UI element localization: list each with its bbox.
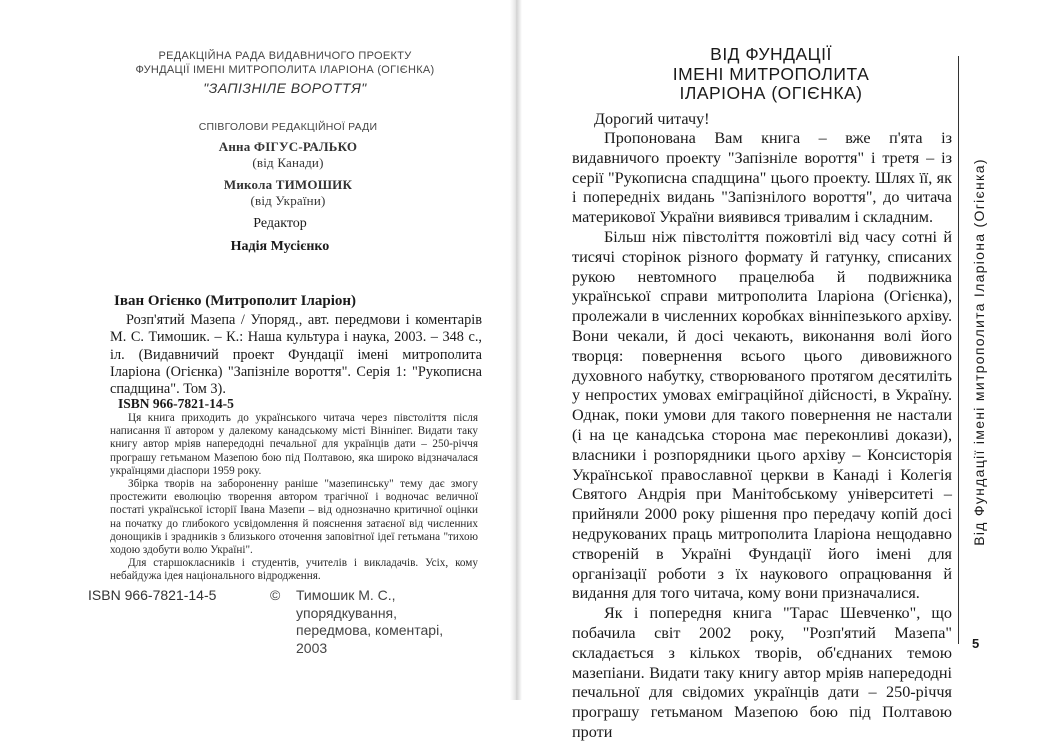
- co-heads-label: СПІВГОЛОВИ РЕДАКЦІЙНОЇ РАДИ: [198, 121, 378, 133]
- copyright-block: [270, 587, 470, 657]
- foreword-heading: [660, 45, 882, 104]
- annotation-paragraph-2: Збірка творів на забороненну раніше "мазепинську" тему дає змогу простежити еволюцію творення автором трагічної і водночас величної постаті української історії Івана Мазепи – від однозначно критичної оцінки на початку до глибокого усвідомлення й пояснення затаєної від численних донощиків і зрадників з близького оточення заповітної ідеї гетьмана "тихою ходою здобути волю Україні".: [110, 478, 478, 557]
- greeting: Дорогий читачу!: [594, 110, 710, 128]
- foreword-body: [572, 129, 952, 743]
- heading-line-1: ВІД ФУНДАЦІЇ: [710, 44, 832, 64]
- annotation-paragraph-1: Ця книга приходить до українського читача через півстоліття після написання її автором у далекому канадському місті Вінніпег. Видати таку книгу автор мріяв напередодні печальної для українців дати – 250-річчя програшу гетьманом Мазепою бою під Полтавою, яка широко відзначалася українцями діаспори 1959 року.: [110, 412, 478, 477]
- isbn-bottom: ISBN 966-7821-14-5: [88, 587, 217, 603]
- page-number: 5: [972, 636, 980, 651]
- co-head-2-name: Микола ТИМОШИК: [223, 177, 353, 192]
- editorial-board-line-2: ФУНДАЦІЇ ІМЕНІ МИТРОПОЛИТА ІЛАРІОНА (ОГІЄНКА): [135, 64, 435, 76]
- copyright-symbol: ©: [270, 587, 281, 603]
- co-head-1-country: (від Канади): [252, 155, 324, 170]
- co-head-1-name: Анна ФІГУС-РАЛЬКО: [218, 139, 358, 154]
- foreword-paragraph-3: Як і попередня книга "Тарас Шевченко", що побачила світ 2002 року, "Розп'ятий Мазепа" складається з кількох творів, об'єднаних темою мазепіани. Видати таку книгу автор мріяв напередодні печальної для свідомих українців дати – 250-річчя програшу гетьманом Мазепою бою під Полтавою проти: [572, 604, 952, 741]
- annotation-paragraph-3: Для старшокласників і студентів, учителів і викладачів. Усіх, кому небайдужа ідея національного відродження.: [110, 557, 478, 583]
- book-author: Іван Огієнко (Митрополит Іларіон): [114, 293, 357, 309]
- copyright-line-4: 2003: [296, 639, 328, 656]
- heading-line-2: ІМЕНІ МИТРОПОЛИТА: [672, 63, 870, 84]
- copyright-line-2: упорядкування,: [296, 604, 398, 621]
- editorial-board-line-1: РЕДАКЦІЙНА РАДА ВИДАВНИЧОГО ПРОЕКТУ: [158, 50, 412, 62]
- running-head: Від Фундації імені митрополита Іларіона (Огієнка): [971, 158, 987, 546]
- isbn-main: ISBN 966-7821-14-5: [118, 396, 234, 411]
- co-heads-block: [188, 121, 388, 209]
- foreword-paragraph-2: Більш ніж півстоліття пожовтілі від часу сотні й тисячі сторінок різного формату й гатунку, списаних рукою невтомного працелюба й подвижника української справи митрополита Іларіона (Огієнка), пролежали в численних коробках вінніпезького архіву. Вони чекали, й досі чекають, виконання волі його творця: повернення всього цього дивовижного духовного набутку, створюваного протягом десятиліть у непростих умовах еміграційної дійсності, в Україну. Однак, поки умови для такого повернення не настали (і на це канадська сторона має переконливі докази), власники і розпорядники цього архіву – Консисторія Української православної церкви в Канаді і Колегія Святого Андрія при Манітобському університеті – прийняли 2000 року рішення про передачу копій досі недрукованих праць митрополита Іларіона нещодавно створеній в Україні Фундації його імені для організації роботи з їх наукового опрацювання й видання для того читача, кому вони призначалися.: [572, 227, 952, 603]
- foreword-paragraph-1: Пропонована Вам книга – вже п'ята із видавничого проекту "Запізніле вороття" і третя – із серії "Рукописна спадщина" цього проекту. Шлях її, як і попередніх видань "Запізнілого вороття", до читача материкової України виявився тривалим і складним.: [572, 129, 952, 227]
- co-head-2-country: (від України): [250, 193, 326, 208]
- editor-name: Надія Мусієнко: [230, 239, 330, 254]
- series-title: "ЗАПІЗНІЛЕ ВОРОТТЯ": [203, 80, 367, 96]
- annotation: [110, 412, 478, 584]
- copyright-line-1: Тимошик М. С.,: [296, 587, 396, 603]
- copyright-line-3: передмова, коментарі,: [296, 622, 444, 639]
- running-head-rule: [958, 56, 959, 644]
- left-page: [0, 0, 512, 700]
- heading-line-3: ІЛАРІОНА (ОГІЄНКА): [679, 83, 863, 103]
- editor-label: Редактор: [253, 216, 307, 231]
- bibliographic-description: Розп'ятий Мазепа / Упоряд., авт. передмови і коментарів М. С. Тимошик. – К.: Наша культура і наука, 2003. – 348 с., іл. (Видавничий проект Фундації імені митрополита Іларіона (Огієнка) "Запізніле вороття". Серія 1: "Рукописна спадщина". Том 3).: [110, 312, 482, 398]
